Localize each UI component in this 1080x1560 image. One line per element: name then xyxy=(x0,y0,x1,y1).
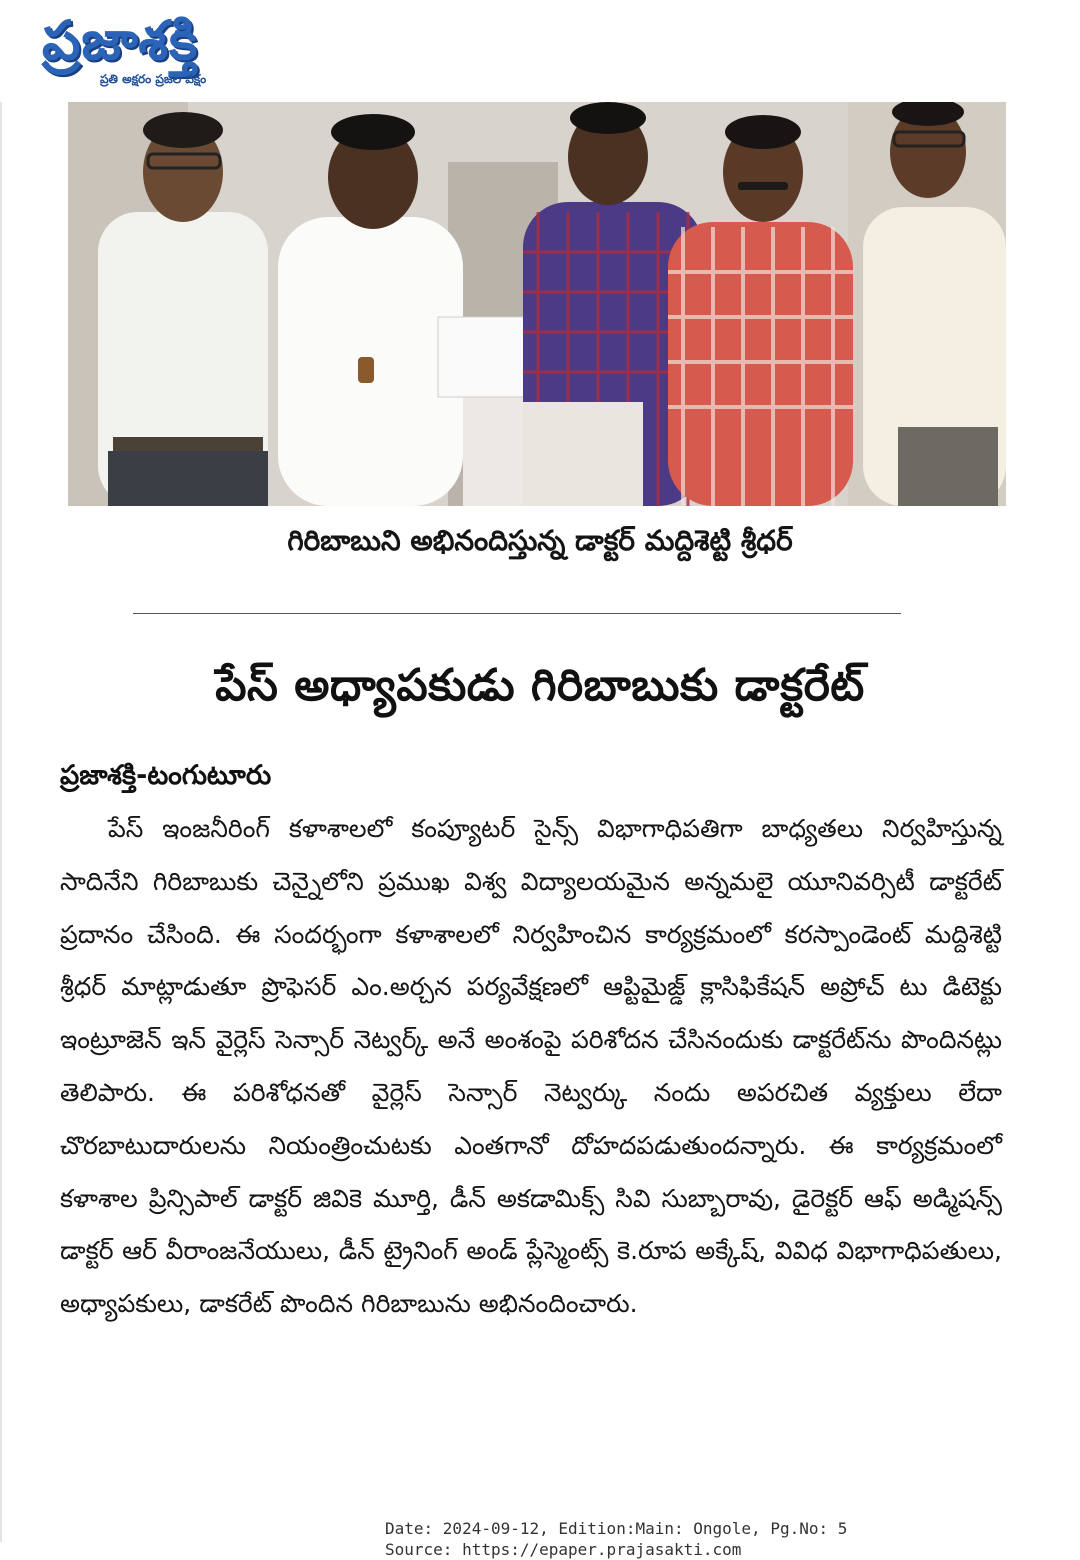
news-photo xyxy=(68,102,1006,506)
article-body: పేస్ ఇంజనీరింగ్ కళాశాలలో కంప్యూటర్ సైన్స్ విభాగాధిపతిగా బాధ్యతలు నిర్వహిస్తున్న సాదినేని గిరిబాబుకు చెన్నైలోని ప్రముఖ విశ్వ విద్యాలయమైన అన్నమలై యూనివర్సిటీ డాక్టరేట్ ప్రదానం చేసింది. ఈ సందర్భంగా కళాశాలలో నిర్వహించిన కార్యక్రమంలో కరస్పాండెంట్ మద్దిశెట్టి శ్రీధర్ మాట్లాడుతూ ప్రొఫెసర్ ఎం.అర్చన పర్యవేక్షణలో ఆప్టిమైజ్డ్ క్లాసిఫికేషన్ అప్రోచ్ టు డిటెక్టు ఇంట్రూజెన్ ఇన్ వైర్లెస్ సెన్సార్ నెట్వర్క్ అనే అంశంపై పరిశోదన చేసినందుకు డాక్టరేట్‌ను పొందినట్లు తెలిపారు. ఈ పరిశోధనతో వైర్లెస్ సెన్సార్ నెట్వర్కు నందు అపరచిత వ్యక్తులు లేదా చొరబాటుదారులను నియంత్రించుటకు ఎంతగానో దోహదపడుతుందన్నారు. ఈ కార్యక్రమంలో కళాశాల ప్రిన్సిపాల్ డాక్టర్ జివికె మూర్తి, డీన్ అకడామిక్స్ సివి సుబ్బారావు, డైరెక్టర్ ఆఫ్ అడ్మిషన్స్ డాక్టర్ ఆర్ వీరాంజనేయులు, డీన్ ట్రైనింగ్ అండ్ ప్లేస్మెంట్స్ కె.రూప అక్కేష్, వివిధ విభాగాధిపతులు, అధ్యాపకులు, డాకరేట్ పొందిన గిరిబాబును అభినందించారు. xyxy=(60,814,1002,1319)
newspaper-tagline: ప్రతి అక్షరం ప్రజల పక్షం xyxy=(100,72,207,86)
newspaper-logo: ప్రజాశక్తి xyxy=(42,9,199,72)
edition-date-line: Date: 2024-09-12, Edition:Main: Ongole, Pg.No: 5 xyxy=(385,1519,848,1538)
edition-meta xyxy=(385,1518,847,1560)
photo-caption: గిరిబాబుని అభినందిస్తున్న డాక్టర్ మద్దిశెట్టి శ్రీధర్ xyxy=(287,524,793,557)
article-dateline: ప్రజాశక్తి-టంగుటూరు xyxy=(60,760,272,791)
divider xyxy=(133,613,901,614)
news-photo-illustration xyxy=(68,102,1006,506)
article-headline: పేస్ అధ్యాపకుడు గిరిబాబుకు డాక్టరేట్ xyxy=(215,660,865,711)
newspaper-masthead xyxy=(42,6,322,98)
page-edge xyxy=(0,102,2,1542)
edition-source-line: Source: https://epaper.prajasakti.com xyxy=(385,1540,742,1559)
